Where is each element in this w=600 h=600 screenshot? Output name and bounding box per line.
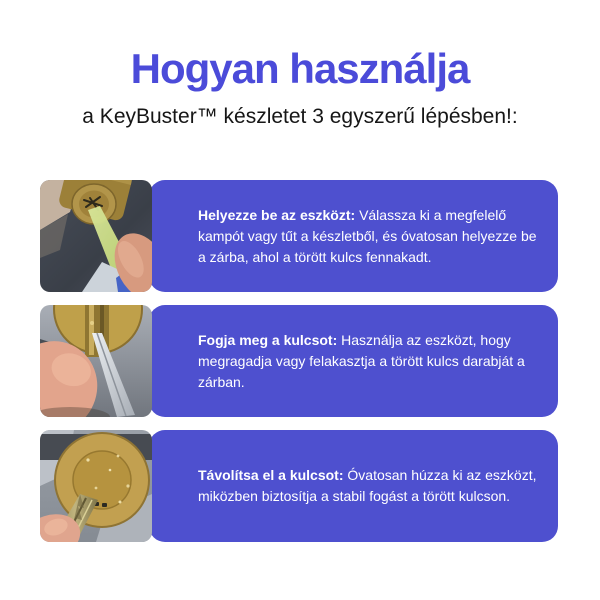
step3-photo-graphic (40, 430, 152, 542)
step1-lead: Helyezze be az eszközt: (198, 206, 356, 223)
page-subtitle: a KeyBuster™ készletet 3 egyszerű lépésben!: (82, 105, 518, 129)
step3-lock-photo (40, 430, 152, 542)
step1-photo-graphic (40, 180, 152, 292)
step-row-1 (40, 180, 558, 292)
step3-text (198, 465, 538, 507)
step-row-2 (40, 305, 558, 417)
page-title: Hogyan használja (130, 45, 470, 92)
step1-lock-photo (40, 180, 152, 292)
step-row-3 (40, 430, 558, 542)
step3-body: Óvatosan húzza ki az eszközt, miközben biztosítja a stabil fogást a törött kulcson. (198, 467, 537, 504)
step2-card (149, 305, 558, 417)
header (0, 0, 600, 129)
step1-card (149, 180, 558, 292)
steps-list (40, 180, 558, 555)
step2-text (198, 330, 538, 393)
step1-text (198, 205, 538, 268)
step2-body: Használja az eszközt, hogy megragadja vagy felakasztja a törött kulcs darabját a zárban. (198, 331, 525, 390)
step2-photo-graphic (40, 305, 152, 417)
step3-card (149, 430, 558, 542)
step1-body: Válassza ki a megfelelő kampót vagy tűt a készletből, és óvatosan helyezze be a zárba, ahol a törött kulcs fennakadt. (198, 206, 537, 265)
step2-lead: Fogja meg a kulcsot: (198, 331, 338, 348)
step3-lead: Távolítsa el a kulcsot: (198, 467, 344, 483)
step2-lock-photo (40, 305, 152, 417)
